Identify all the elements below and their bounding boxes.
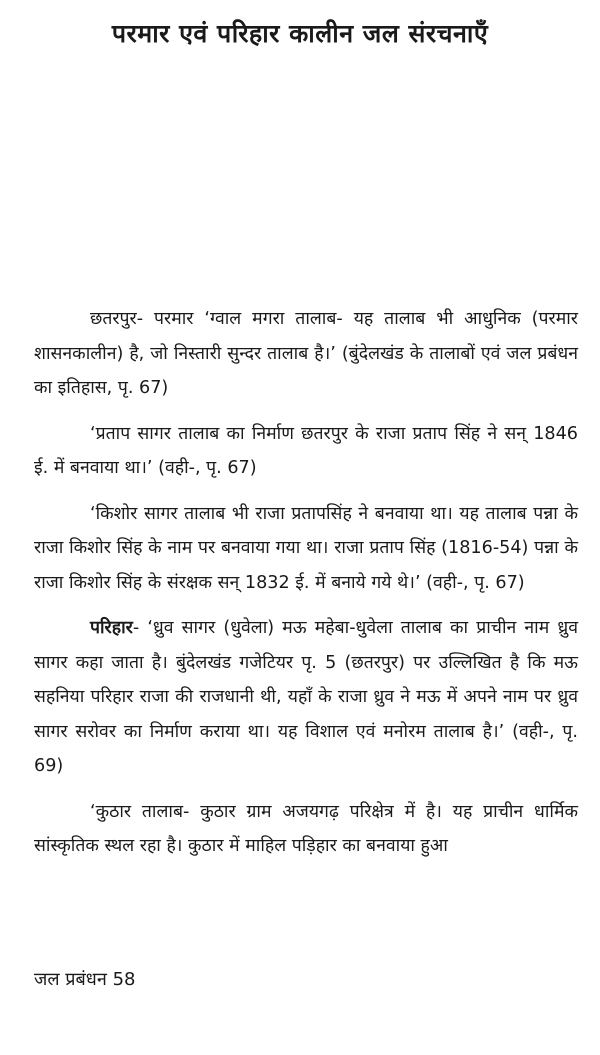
paragraph-text: - ‘ध्रुव सागर (धुवेला) मऊ महेबा-धुवेला तालाब का प्राचीन नाम ध्रुव सागर कहा जाता है। बुंदेलखंड गजेटियर पृ. 5 (छतरपुर) पर उल्लिखित है कि मऊ सहनिया परिहार राजा की राजधानी थी, यहाँ के राजा ध्रुव ने मऊ में अपने नाम पर ध्रुव सागर सरोवर का निर्माण कराया था। यह विशाल एवं मनोरम तालाब है।’ (वही-, पृ. 69) [34, 618, 578, 776]
paragraph-text: छतरपुर- परमार ‘ग्वाल मगरा तालाब- यह तालाब भी आधुनिक (परमार शासनकालीन) है, जो निस्तारी सुन्दर तालाब है।’ (बुंदेलखंड के तालाबों एवं जल प्रबंधन का इतिहास, पृ. 67) [34, 309, 578, 398]
body-text [34, 302, 578, 875]
paragraph-text: ‘कुठार तालाब- कुठार ग्राम अजयगढ़ परिक्षेत्र में है। यह प्राचीन धार्मिक सांस्कृतिक स्थल रहा है। कुठार में माहिल पड़िहार का बनवाया हुआ [34, 801, 578, 856]
paragraph-parihar [34, 611, 578, 784]
paragraph-text: ‘प्रताप सागर तालाब का निर्माण छतरपुर के राजा प्रताप सिंह ने सन् 1846 ई. में बनवाया था।’ (वही-, पृ. 67) [34, 423, 578, 478]
paragraph-kishor-sagar [34, 497, 578, 601]
paragraph-pratap-sagar [34, 417, 578, 486]
page-footer: जल प्रबंधन 58 [34, 969, 136, 990]
paragraph-chhatarpur [34, 302, 578, 406]
paragraph-lead: परिहार [90, 618, 133, 638]
paragraph-kuthar [34, 795, 578, 864]
paragraph-text: ‘किशोर सागर तालाब भी राजा प्रतापसिंह ने बनवाया था। यह तालाब पन्ना के राजा किशोर सिंह के नाम पर बनवाया गया था। राजा प्रताप सिंह (1816-54) पन्ना के राजा किशोर सिंह के संरक्षक सन् 1832 ई. में बनाये गये थे।’ (वही-, पृ. 67) [34, 503, 578, 593]
page-title: परमार एवं परिहार कालीन जल संरचनाएँ [111, 19, 489, 48]
